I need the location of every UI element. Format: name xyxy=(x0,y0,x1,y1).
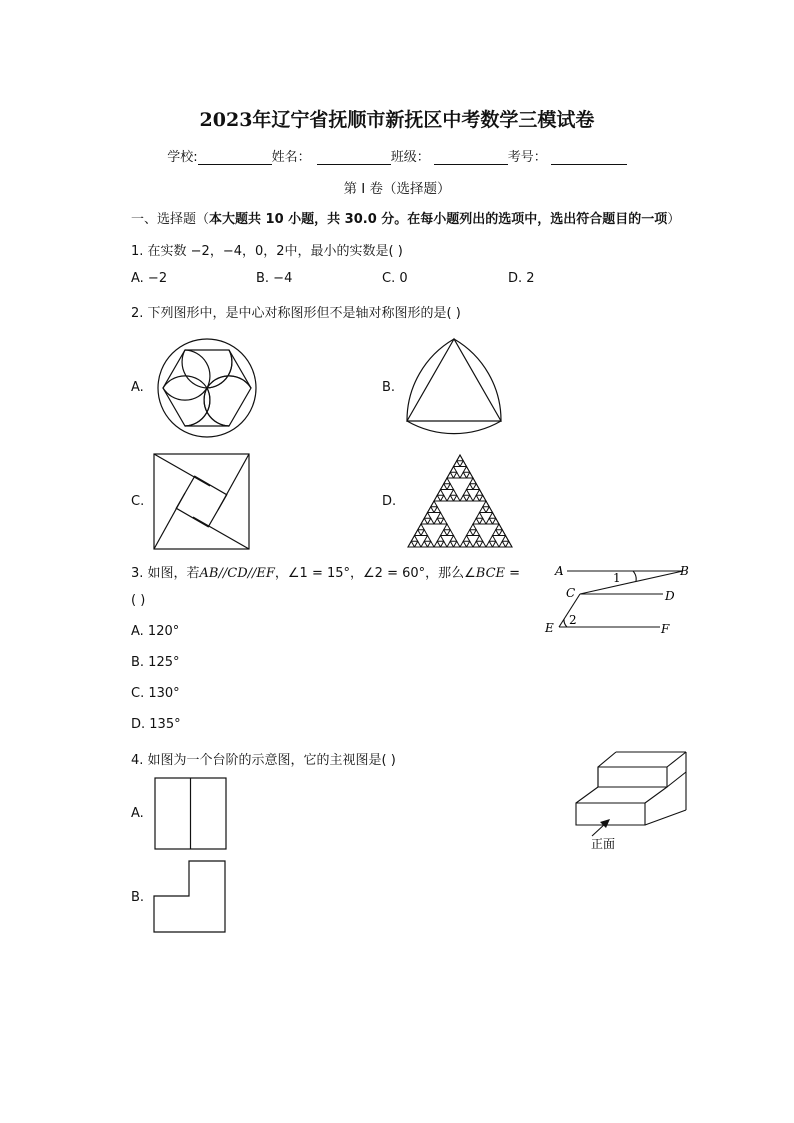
sierpinski-triangle xyxy=(437,536,444,542)
sierpinski-triangle xyxy=(444,524,451,530)
sierpinski-triangle xyxy=(480,507,487,513)
q2-figure-a[interactable] xyxy=(152,336,258,440)
sierpinski-triangle xyxy=(447,495,454,501)
q3-label-c: C xyxy=(566,586,576,600)
q3-paren: ( ) xyxy=(131,593,146,608)
sierpinski-triangle xyxy=(473,530,480,536)
sierpinski-triangle xyxy=(441,495,448,501)
q2-option-c-label[interactable]: C. xyxy=(131,494,145,509)
sierpinski-triangle xyxy=(434,518,441,524)
sierpinski-triangle xyxy=(447,541,454,547)
q3-label-a: A xyxy=(555,564,564,578)
q3-stem-end: = xyxy=(505,566,521,581)
q4-option-b-label[interactable]: B. xyxy=(131,890,145,905)
page-title: 2023年辽宁省抚顺市新抚区中考数学三模试卷 xyxy=(199,109,595,131)
sierpinski-triangle xyxy=(473,518,480,524)
sierpinski-triangle xyxy=(476,536,483,542)
q3-label-f: F xyxy=(661,622,670,636)
q3-angle-1: 1 xyxy=(613,571,621,585)
student-info-line xyxy=(0,146,794,165)
sierpinski-triangle xyxy=(454,495,461,501)
sierpinski-triangle xyxy=(460,495,467,501)
section-tail: ） xyxy=(667,212,681,227)
section-heading xyxy=(131,208,680,227)
sierpinski-triangle xyxy=(463,536,470,542)
sierpinski-triangle xyxy=(473,541,480,547)
q1-option-a[interactable]: A. −2 xyxy=(131,271,168,286)
sierpinski-triangle xyxy=(421,541,428,547)
sierpinski-triangle xyxy=(428,541,435,547)
name-label: 姓名： xyxy=(271,150,311,165)
q3-label-d: D xyxy=(665,589,675,603)
sierpinski-triangle xyxy=(434,541,441,547)
class-label: 班级： xyxy=(390,150,430,165)
q3-stem-math1: AB//CD//EF xyxy=(199,566,275,581)
section-head: 一、选择题（ xyxy=(131,212,210,227)
q1-option-d[interactable]: D. 2 xyxy=(508,271,535,286)
q3-option-d[interactable]: D. 135° xyxy=(131,717,181,732)
q3-stem-mid: ，∠1 = 15°，∠2 = 60°，那么∠ xyxy=(274,566,476,581)
exam-no-label: 考号： xyxy=(507,150,547,165)
q4-option-a-label[interactable]: A. xyxy=(131,806,144,821)
q3-option-c[interactable]: C. 130° xyxy=(131,686,180,701)
sierpinski-triangle xyxy=(450,490,457,496)
sierpinski-triangle xyxy=(493,541,500,547)
sierpinski-triangle xyxy=(499,541,506,547)
sierpinski-triangle xyxy=(428,518,435,524)
sierpinski-triangle xyxy=(450,536,457,542)
school-blank[interactable] xyxy=(198,150,272,165)
sierpinski-triangle xyxy=(489,536,496,542)
sierpinski-triangle xyxy=(421,530,428,536)
q1-stem: 1. 在实数 −2，−4，0，2中，最小的实数是( ) xyxy=(131,244,403,259)
sierpinski-triangle xyxy=(415,541,422,547)
q3-label-b: B xyxy=(680,564,689,578)
q4-figure-b[interactable] xyxy=(153,860,227,934)
q3-option-a[interactable]: A. 120° xyxy=(131,624,180,639)
sierpinski-triangle xyxy=(486,541,493,547)
sierpinski-triangle xyxy=(467,484,474,490)
q4-stem: 4. 如图为一个台阶的示意图，它的主视图是( ) xyxy=(131,753,396,768)
q2-option-b-label[interactable]: B. xyxy=(382,380,396,395)
school-label: 学校: xyxy=(167,150,198,165)
q1-option-b[interactable]: B. −4 xyxy=(256,271,293,286)
q3-angle-2: 2 xyxy=(569,613,577,627)
sierpinski-triangle xyxy=(473,495,480,501)
sierpinski-triangle xyxy=(434,507,441,513)
name-blank[interactable] xyxy=(317,150,391,165)
volume-heading: 第 I 卷（选择题） xyxy=(343,181,451,197)
q1-option-c[interactable]: C. 0 xyxy=(382,271,408,286)
sierpinski-triangle xyxy=(480,518,487,524)
sierpinski-triangle xyxy=(470,524,477,530)
sierpinski-triangle xyxy=(467,541,474,547)
q4-stairs-figure xyxy=(570,748,694,858)
class-blank[interactable] xyxy=(434,150,508,165)
q2-figure-b[interactable] xyxy=(402,336,512,440)
q2-figure-c[interactable] xyxy=(153,453,251,551)
sierpinski-triangle xyxy=(424,536,431,542)
sierpinski-triangle xyxy=(437,513,444,519)
q3-label-e: E xyxy=(545,621,554,635)
q3-stem xyxy=(131,562,520,581)
q4-front-label: 正面 xyxy=(591,837,616,851)
q3-stem-math2: BCE xyxy=(475,566,506,581)
sierpinski-triangle xyxy=(480,541,487,547)
sierpinski-triangle xyxy=(441,530,448,536)
sierpinski-triangle xyxy=(447,484,454,490)
sierpinski-triangle xyxy=(486,518,493,524)
exam-no-blank[interactable] xyxy=(551,150,627,165)
sierpinski-triangle xyxy=(460,541,467,547)
q3-parallel-lines-figure xyxy=(545,560,695,640)
q2-option-d-label[interactable]: D. xyxy=(382,494,397,509)
sierpinski-triangle xyxy=(454,541,461,547)
sierpinski-triangle xyxy=(493,530,500,536)
sierpinski-triangle xyxy=(441,518,448,524)
q3-stem-start: 3. 如图，若 xyxy=(131,566,200,581)
sierpinski-triangle xyxy=(463,490,470,496)
q2-option-a-label[interactable]: A. xyxy=(131,380,144,395)
sierpinski-triangle xyxy=(467,530,474,536)
q3-option-b[interactable]: B. 125° xyxy=(131,655,180,670)
q4-figure-a[interactable] xyxy=(154,777,228,851)
sierpinski-triangle xyxy=(447,530,454,536)
q2-stem: 2. 下列图形中，是中心对称图形但不是轴对称图形的是( ) xyxy=(131,306,461,321)
section-bold: 本大题共 10 小题，共 30.0 分。在每小题列出的选项中，选出符合题目的一项 xyxy=(209,212,668,227)
sierpinski-triangle xyxy=(441,541,448,547)
sierpinski-triangle xyxy=(460,472,467,478)
sierpinski-triangle xyxy=(454,472,461,478)
sierpinski-triangle xyxy=(476,513,483,519)
sierpinski-triangle xyxy=(467,495,474,501)
q2-figure-d[interactable] xyxy=(405,453,517,551)
